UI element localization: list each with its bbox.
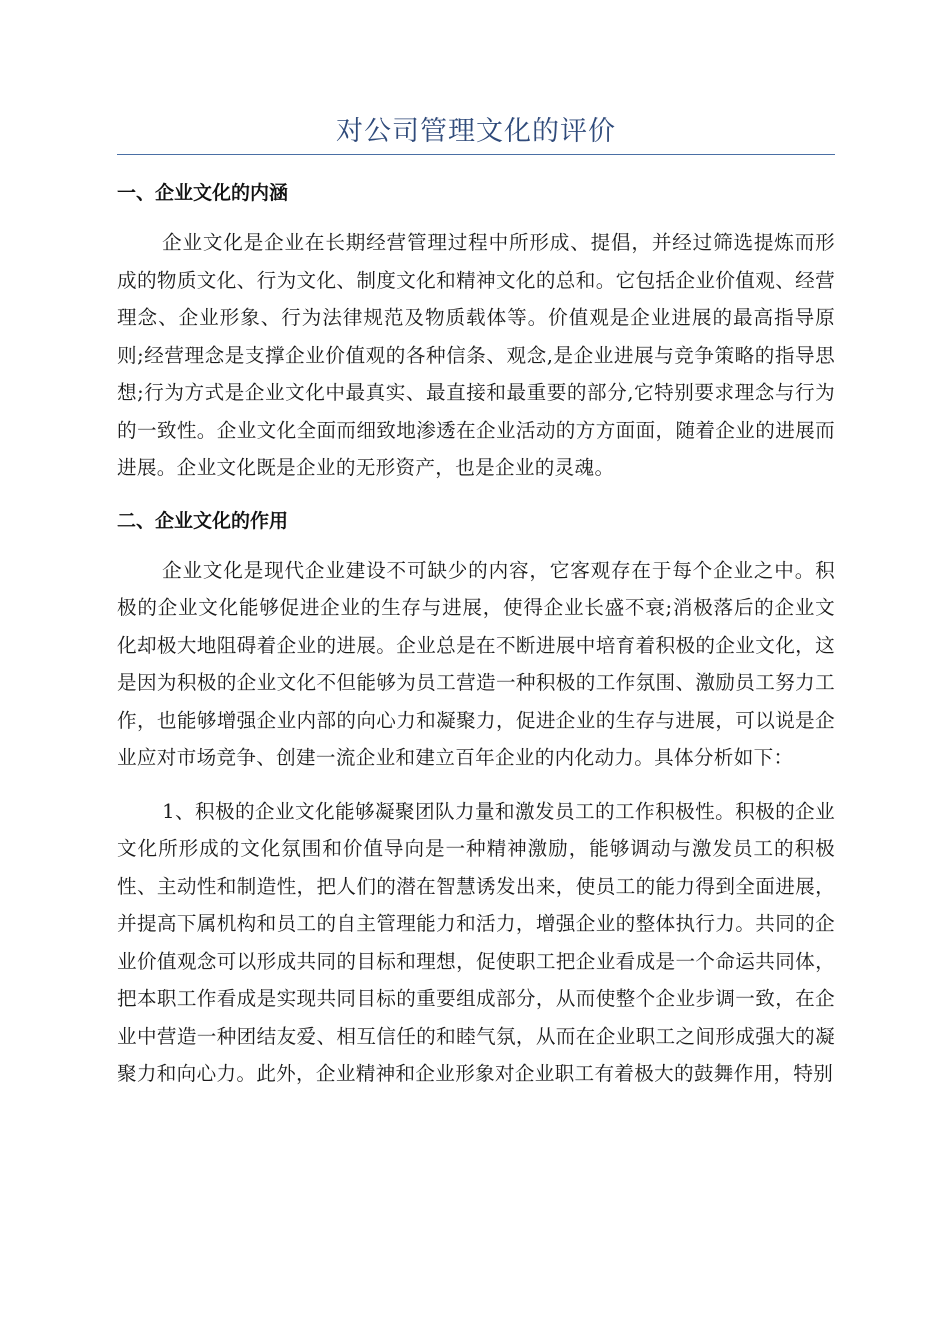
section-heading: 二、企业文化的作用 [117, 509, 289, 532]
document-page [117, 110, 835, 1093]
section-function [117, 507, 835, 1093]
section-heading: 一、企业文化的内涵 [117, 182, 289, 204]
body-paragraph: 企业文化是企业在长期经营管理过程中所形成、提倡，并经过筛选提炼而形成的物质文化、行为文化、制度文化和精神文化的总和。它包括企业价值观、经营理念、企业形象、行为法律规范及物质载体等。价值观是企业进展的最高指导原则;经营理念是支撑企业价值观的各种信条、观念,是企业进展与竞争策略的指导思想;行为方式是企业文化中最真实、最直接和最重要的部分,它特别要求理念与行为的一致性。企业文化全面而细致地渗透在企业活动的方方面面，随着企业的进展而进展。企业文化既是企业的无形资产，也是企业的灵魂。 [117, 231, 835, 479]
document-title: 对公司管理文化的评价 [336, 116, 616, 147]
title-underline [117, 154, 835, 155]
body-paragraph: 1、积极的企业文化能够凝聚团队力量和激发员工的工作积极性。积极的企业文化所形成的文化氛围和价值导向是一种精神激励，能够调动与激发员工的积极性、主动性和制造性，把人们的潜在智慧诱发出来，使员工的能力得到全面进展，并提高下属机构和员工的自主管理能力和活力，增强企业的整体执行力。共同的企业价值观念可以形成共同的目标和理想，促使职工把企业看成是一个命运共同体，把本职工作看成是实现共同目标的重要组成部分，从而使整个企业步调一致，在企业中营造一种团结友爱、相互信任的和睦气氛，从而在企业职工之间形成强大的凝聚力和向心力。此外，企业精神和企业形象对企业职工有着极大的鼓舞作用，特别 [117, 799, 835, 1085]
body-paragraph: 企业文化是现代企业建设不可缺少的内容，它客观存在于每个企业之中。积极的企业文化能够促进企业的生存与进展，使得企业长盛不衰;消极落后的企业文化却极大地阻碍着企业的进展。企业总是在不断进展中培育着积极的企业文化，这是因为积极的企业文化不但能够为员工营造一种积极的工作氛围、激励员工努力工作，也能够增强企业内部的向心力和凝聚力，促进企业的生存与进展，可以说是企业应对市场竞争、创建一流企业和建立百年企业的内化动力。具体分析如下： [117, 558, 835, 769]
section-connotation [117, 179, 835, 487]
